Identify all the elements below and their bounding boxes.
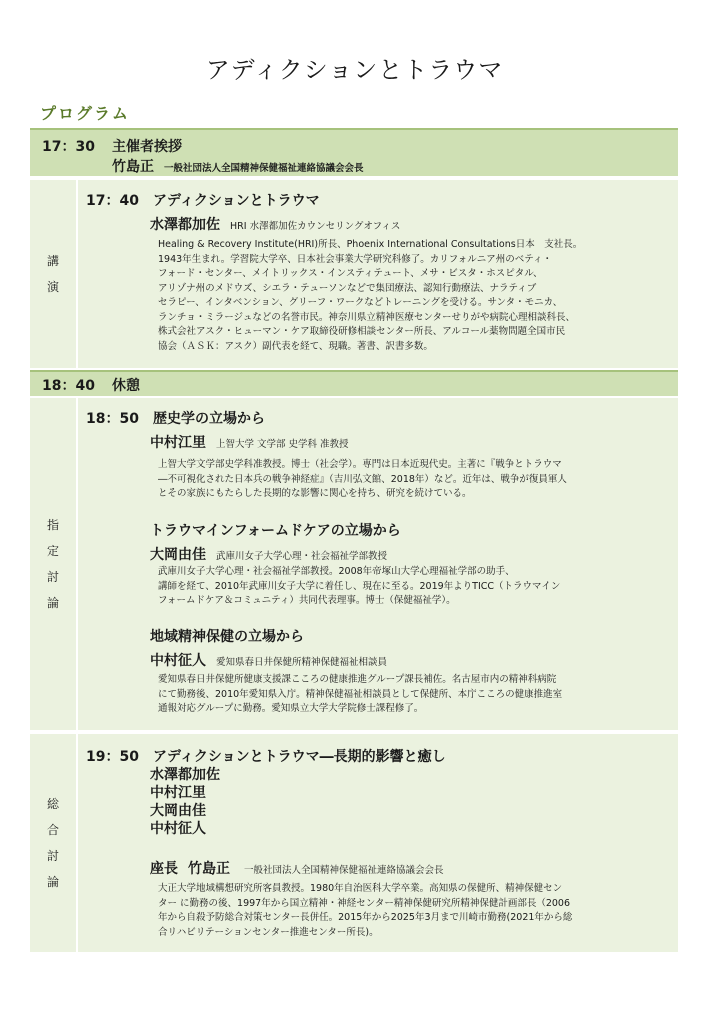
discussant-2 [150,544,387,564]
opening-time: 17：30 [42,139,95,155]
speaker-name: 中村江里 [150,435,206,451]
chair-name: 竹島正 [188,861,230,877]
speaker-affiliation: 上智大学 文学部 史学科 准教授 [216,439,349,450]
discussant-1 [150,432,349,452]
speaker-affiliation: HRI 水澤都加佐カウンセリングオフィス [230,221,401,232]
discussion-side-label: 指 定 討 論 [30,398,78,730]
break-heading: 休憩 [112,378,140,394]
discussion-time-title: 18：50 歴史学の立場から [86,411,265,427]
speaker-name: 水澤都加佐 [150,217,220,233]
speaker-affiliation: 愛知県春日井保健所精神保健福祉相談員 [216,657,388,668]
panelist-name: 大岡由佳 [150,803,206,819]
panel-chair [150,858,444,878]
speaker-bio: 武庫川女子大学心理・社会福祉学部教授。2008年帝塚山大学心理福祉学部の助手、 講師を経て、2010年武庫川女子大学に着任し、現在に至る。2019年よりTICC（トラウマイン フォームドケア＆コミュニティ）共同代表理事。博士（保健福祉学）。 [158,566,561,606]
lecture-block [30,180,678,368]
opening-speaker [112,156,364,176]
lecture-side-label: 講 演 [30,180,78,368]
speaker-bio: 愛知県春日井保健所健康支援課こころの健康推進グループ課長補佐。名古屋市内の精神科病院 にて勤務後、2010年愛知県入庁。精神保健福祉相談員として保健所、本庁こころの健康推進室 通報対応グループに勤務。愛知県立大学大学院修士課程修了。 [158,674,563,714]
panel-side-label: 総 合 討 論 [30,734,78,952]
panel-time-title: 19：50 アディクションとトラウマ―長期的影響と癒し [86,749,446,765]
discussion-topic-3: 地域精神保健の立場から [150,629,304,645]
speaker-affiliation: 一般社団法人全国精神保健福祉連絡協議会会長 [164,163,364,174]
panel-block [30,734,678,952]
opening-heading: 主催者挨拶 [112,139,182,155]
speaker-name: 中村征人 [150,653,206,669]
page-title: アディクションとトラウマ [205,56,504,84]
break-time: 18：40 [42,378,95,394]
speaker-name: 竹島正 [112,159,154,175]
speaker-affiliation: 武庫川女子大学心理・社会福祉学部教授 [216,551,388,562]
discussant-3 [150,650,387,670]
chair-label: 座長 [150,861,178,877]
chair-bio: 大正大学地域構想研究所客員教授。1980年自治医科大学卒業。高知県の保健所、精神保健セン ター に勤務の後、1997年から国立精神・神経センター精神保健研究所精神保健計画部長（2006 年から自殺予防総合対策センター長併任。2015年から2025年3月まで川崎市勤務(2021年から総 合リハビリテーションセンター推進センター所長)。 [158,883,573,938]
panelist-name: 中村江里 [150,785,206,801]
section-label: プログラム [40,104,130,123]
panelist-list [150,766,220,838]
chair-affiliation: 一般社団法人全国精神保健福祉連絡協議会会長 [244,865,444,876]
panelist-name: 中村征人 [150,821,206,837]
opening-bar [30,128,678,176]
lecture-time-title: 17：40 アディクションとトラウマ [86,193,320,209]
discussion-topic-2: トラウマインフォームドケアの立場から [150,523,401,539]
discussion-block [30,398,678,730]
panelist-name: 水澤都加佐 [150,767,220,783]
speaker-bio: 上智大学文学部史学科准教授。博士（社会学）。専門は日本近現代史。主著に『戦争とトラウマ ―不可視化された日本兵の戦争神経症』（吉川弘文館、2018年）など。近年は、戦争が復員軍人 とその家族にもたらした長期的な影響に関心を持ち、研究を続けている。 [158,459,567,499]
lecture-speaker [150,214,400,234]
speaker-bio: Healing & Recovery Institute(HRI)所長、Phoenix International Consultations日本 支社長。 1943年生まれ。学習院大学卒、日本社会事業大学研究科修了。カリフォルニア州のベティ・ フォード・センター、メイトリックス・インスティテュート、メサ・ビスタ・ホスピタル、 アリゾナ州のメドウズ、シエラ・テューソンなどで集団療法、認知行動療法、ナラティブ セラピー、インタベンション、グリーフ・ワークなどトレーニングを受ける。サンタ・モニカ、 ランチョ・ミラージュなどの名誉市民。神奈川県立精神医療センターせりがや病院心理相談科長、 株式会社アスク・ヒューマン・ケア取締役研修相談センター所長、アルコール薬物問題全国市民 協会（ＡＳＫ：アスク）副代表を経て、現職。著書、訳書多数。 [158,239,583,352]
break-bar [30,370,678,396]
speaker-name: 大岡由佳 [150,547,206,563]
